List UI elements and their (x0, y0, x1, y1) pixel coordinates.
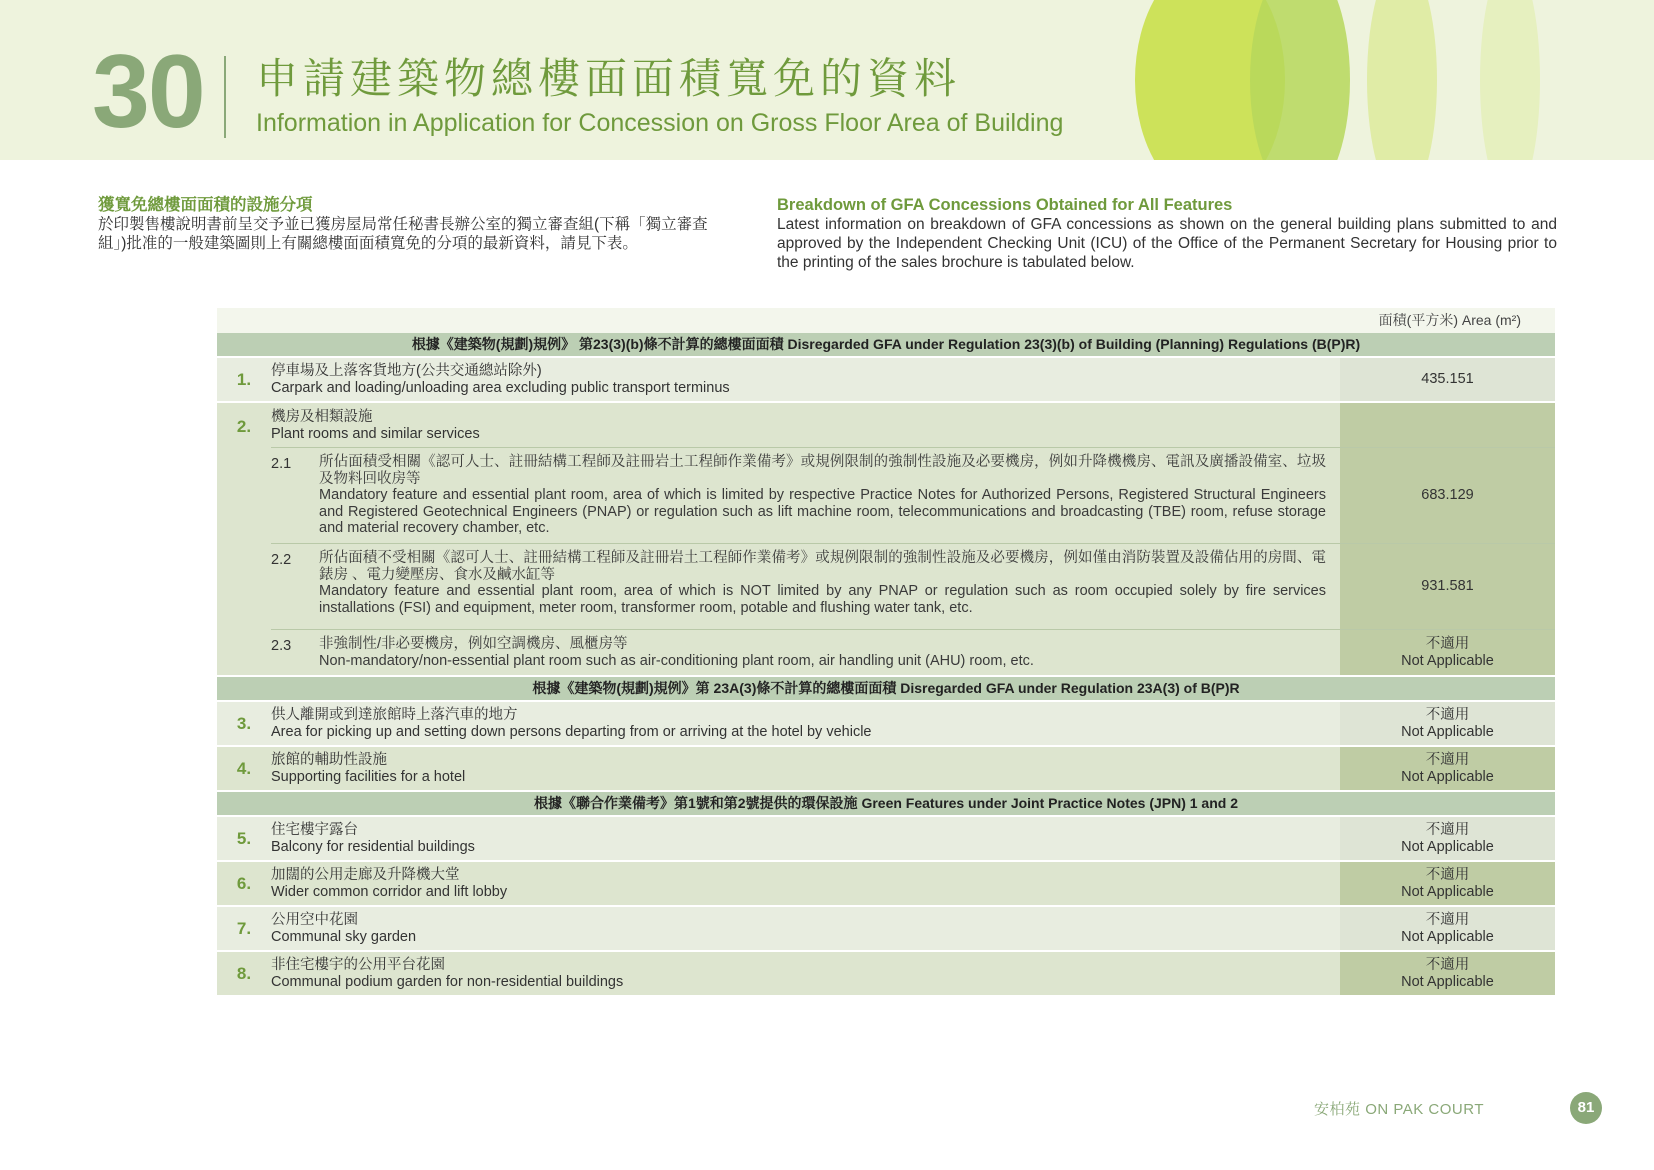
sub-row-area-value (1340, 544, 1555, 629)
row-label-zh: 非住宅樓宇的公用平台花園 (271, 957, 445, 973)
page-number-badge: 81 (1570, 1092, 1602, 1124)
gfa-concession-table (217, 333, 1555, 995)
value-zh: 不適用 (1425, 912, 1470, 928)
area-column-header: 面積(平方米) Area (m²) (217, 308, 1555, 333)
section-number: 30 (92, 34, 204, 150)
row-area-value (1340, 907, 1555, 950)
row-area-value (1340, 817, 1555, 860)
row-label-zh: 住宅樓宇露台 (271, 822, 358, 838)
sub-row-area-value (1340, 630, 1555, 675)
row-label-zh: 公用空中花園 (271, 912, 358, 928)
sub-row-description (319, 448, 1340, 543)
row-number: 5. (236, 828, 252, 848)
row-label-zh: 加闊的公用走廊及升降機大堂 (271, 867, 460, 883)
row-description (271, 817, 1340, 860)
row-area-value (1340, 862, 1555, 905)
sub-row (271, 629, 1555, 675)
table-row (217, 358, 1555, 403)
sub-row-label-zh: 所佔面積受相關《認可人士、註冊結構工程師及註冊岩土工程師作業備考》或規例限制的強制性設施及必要機房，例如升降機機房、電訊及廣播設備室、垃圾及物料回收房等 (319, 454, 1326, 487)
row-number: 7. (236, 918, 252, 938)
value-zh: 不適用 (1425, 752, 1470, 768)
section-band-23a-3: 根據《建築物(規劃)規例》第 23A(3)條不計算的總樓面面積 Disregarded GFA under Regulation 23A(3) of B(P)R (217, 677, 1555, 702)
page-title-zh: 申請建築物總樓面面積寬免的資料 (256, 54, 962, 103)
section-band-23-3-b: 根據《建築物(規劃)規例》 第23(3)(b)條不計算的總樓面面積 Disregarded GFA under Regulation 23(3)(b) of Building (Planning) Regulations (B(P)R) (217, 333, 1555, 358)
row-number-text: 2. (236, 417, 252, 436)
row-number: 4. (236, 758, 252, 778)
row-label-en: Plant rooms and similar services (271, 425, 480, 442)
table-row (217, 862, 1555, 907)
value-en: Not Applicable (1401, 723, 1494, 740)
sub-row-label-en: Non-mandatory/non-essential plant room such as air-conditioning plant room, air handling unit (AHU) room, etc. (319, 652, 1034, 669)
row-description (271, 702, 1340, 745)
row-label-en: Communal podium garden for non-residential buildings (271, 973, 624, 990)
sub-row-label-zh: 非強制性/非必要機房，例如空調機房、風櫃房等 (319, 636, 628, 652)
row-label-zh: 供人離開或到達旅館時上落汽車的地方 (271, 707, 518, 723)
intro-en-body: Latest information on breakdown of GFA concessions as shown on the general building plans submitted to and approved by the Independent Checking Unit (ICU) of the Office of the Permanent Secretary for Housing prior to the printing of the sales brochure is tabulated below. (777, 216, 1557, 271)
row-label-en: Communal sky garden (271, 928, 417, 945)
row-description (271, 403, 1340, 447)
sub-row-description (319, 544, 1340, 629)
area-value: 931.581 (1421, 578, 1474, 595)
value-en: Not Applicable (1401, 973, 1494, 990)
sub-row (271, 543, 1555, 629)
value-en: Not Applicable (1401, 883, 1494, 900)
row-description (271, 952, 1340, 995)
table-row (217, 702, 1555, 747)
section-band-jpn: 根據《聯合作業備考》第1號和第2號提供的環保設施 Green Features under Joint Practice Notes (JPN) 1 and 2 (217, 792, 1555, 817)
title-divider (224, 56, 226, 138)
row-label-en: Wider common corridor and lift lobby (271, 883, 508, 900)
row-description (271, 862, 1340, 905)
value-en: Not Applicable (1401, 768, 1494, 785)
value-zh: 不適用 (1425, 707, 1470, 723)
row-label-zh: 機房及相類設施 (271, 409, 373, 425)
sub-row-number: 2.2 (271, 552, 292, 569)
row-area-value (1340, 952, 1555, 995)
table-row (217, 747, 1555, 792)
footer-brand: 安柏苑 ON PAK COURT (1314, 1101, 1484, 1118)
row-label-en: Area for picking up and setting down persons departing from or arriving at the hotel by vehicle (271, 723, 872, 740)
value-zh: 不適用 (1425, 636, 1470, 652)
area-value: 683.129 (1421, 487, 1474, 504)
sub-row-description (319, 630, 1340, 675)
value-en: Not Applicable (1401, 652, 1494, 669)
row-label-en: Carpark and loading/unloading area excluding public transport terminus (271, 379, 730, 396)
row-area-value (1340, 747, 1555, 790)
row-number: 3. (236, 713, 252, 733)
sub-row-number: 2.1 (271, 456, 292, 472)
intro-zh-body: 於印製售樓說明書前呈交予並已獲房屋局常任秘書長辦公室的獨立審查組(下稱「獨立審查組」)批准的一般建築圖則上有關總樓面面積寬免的分項的最新資料，請見下表。 (98, 216, 708, 252)
decorative-leaf-shape (1480, 0, 1540, 160)
value-en: Not Applicable (1401, 928, 1494, 945)
row-description (271, 907, 1340, 950)
row-number: 8. (236, 963, 252, 983)
sub-row-label-zh: 所佔面積不受相關《認可人士、註冊結構工程師及註冊岩土工程師作業備考》或規例限制的強制性設施及必要機房，例如僅由消防裝置及設備佔用的房間、電錶房 、電力變壓房、食水及鹹水缸等 (319, 550, 1326, 583)
table-row (217, 952, 1555, 995)
row-number (217, 403, 271, 675)
intro-en (777, 196, 1557, 272)
value-en: Not Applicable (1401, 838, 1494, 855)
intro-zh (98, 196, 726, 253)
row-description (271, 358, 1340, 401)
row-label-en: Supporting facilities for a hotel (271, 768, 466, 785)
row-group-body (271, 403, 1555, 675)
row-area-value (1340, 358, 1555, 401)
decorative-leaf-shape (1250, 0, 1350, 160)
sub-row (271, 447, 1555, 543)
decorative-leaf-shape (1367, 0, 1437, 160)
row-header (271, 403, 1555, 447)
row-description (271, 747, 1340, 790)
value-zh: 不適用 (1425, 867, 1470, 883)
table-row (217, 817, 1555, 862)
value-zh: 不適用 (1425, 957, 1470, 973)
sub-row-label-en: Mandatory feature and essential plant room, area of which is NOT limited by any PNAP or regulation such as room occupied solely by fire services installations (FSI) and equipment, meter room, transformer room, potable and flushing water tank, etc. (319, 583, 1326, 616)
value-zh: 不適用 (1425, 822, 1470, 838)
row-label-zh: 停車場及上落客貨地方(公共交通總站除外) (271, 363, 542, 379)
sub-row-area-value (1340, 448, 1555, 543)
intro-en-heading: Breakdown of GFA Concessions Obtained for All Features (777, 196, 1233, 214)
table-row (217, 907, 1555, 952)
sub-row-number: 2.3 (271, 638, 292, 654)
row-number: 1. (236, 369, 252, 389)
row-area-value (1340, 702, 1555, 745)
table-row-group (217, 403, 1555, 677)
row-number: 6. (236, 873, 252, 893)
sub-row-label-en: Mandatory feature and essential plant room, area of which is limited by respective Practice Notes for Authorized Persons, Registered Structural Engineers and Registered Geotechnical Engineers (PNAP) or regulation such as lift machine room, telecommunications and broadcasting (TBE) room, refuse storage and material recovery chamber, etc. (319, 487, 1326, 536)
row-area-value (1340, 403, 1555, 447)
row-label-zh: 旅館的輔助性設施 (271, 752, 387, 768)
row-label-en: Balcony for residential buildings (271, 838, 475, 855)
area-value: 435.151 (1421, 371, 1474, 388)
intro-zh-heading: 獲寬免總樓面面積的設施分項 (98, 196, 313, 214)
page-title-en: Information in Application for Concession on Gross Floor Area of Building (256, 109, 1064, 137)
